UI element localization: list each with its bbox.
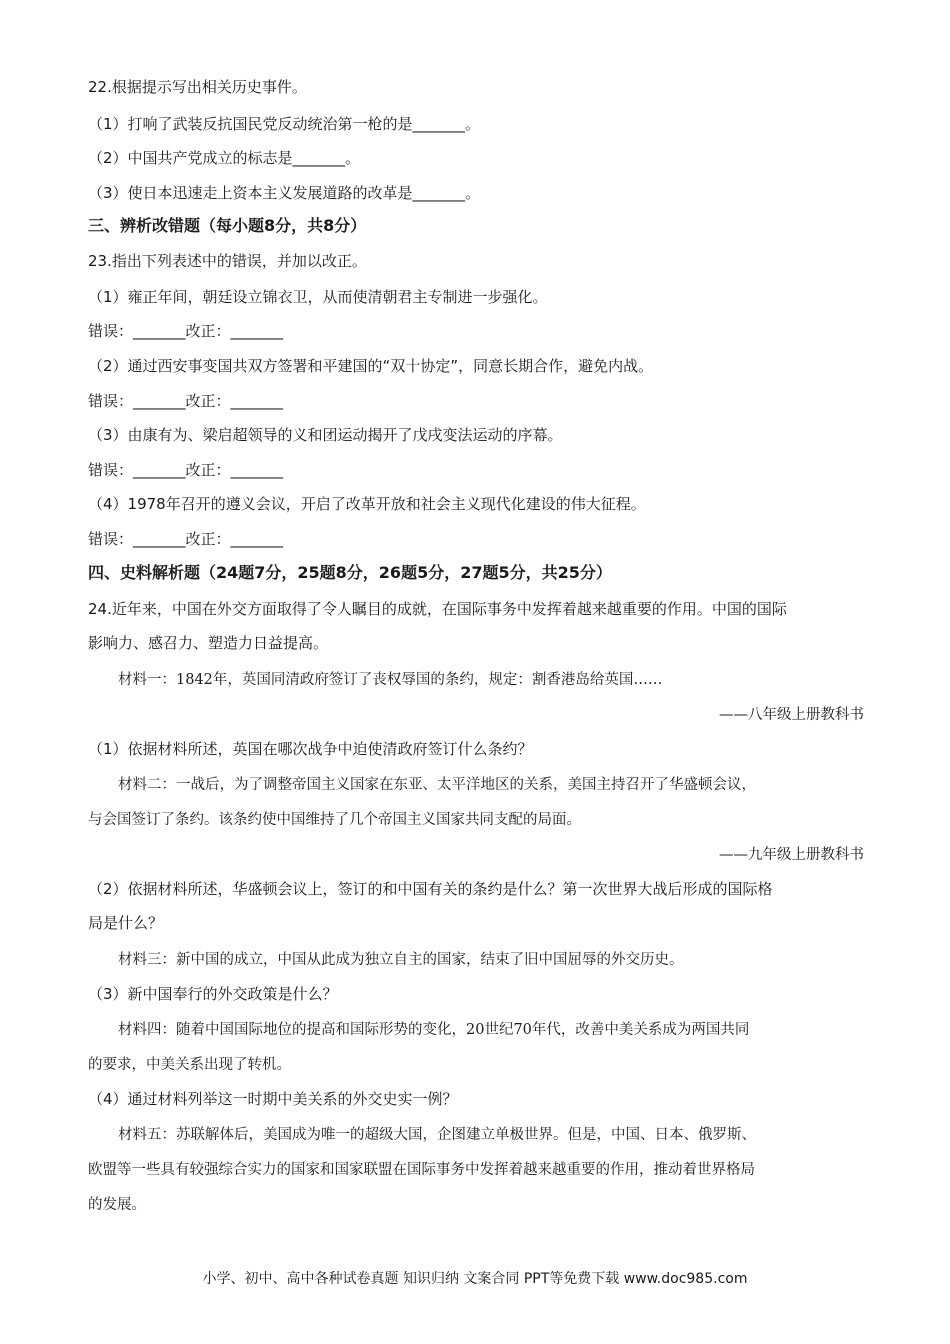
q23-answer-line-3: 错误：_______改正：_______	[88, 461, 284, 479]
material-2-line-2: 与会国签订了条约。该条约使中国维持了几个帝国主义国家共同支配的局面。	[88, 812, 581, 828]
q24-sub-3: （3）新中国奉行的外交政策是什么？	[88, 985, 338, 1003]
q24-sub-1: （1）依据材料所述，英国在哪次战争中迫使清政府签订什么条约？	[88, 740, 533, 758]
q23-item-1: （1）雍正年间，朝廷设立锦衣卫，从而使清朝君主专制进一步强化。	[88, 288, 548, 306]
q22-item-3: （3）使日本迅速走上资本主义发展道路的改革是_______。	[88, 184, 481, 202]
material-5-line-3: 的发展。	[88, 1197, 146, 1213]
q23-answer-line-2: 错误：_______改正：_______	[88, 392, 284, 410]
material-2-source: ——九年级上册教科书	[719, 847, 864, 863]
material-5-line-1: 材料五：苏联解体后，美国成为唯一的超级大国，企图建立单极世界。但是，中国、日本、俄罗斯、	[118, 1127, 756, 1143]
material-1: 材料一：1842年，英国同清政府签订了丧权辱国的条约，规定：割香港岛给英国……	[118, 672, 663, 688]
material-1-source: ——八年级上册教科书	[719, 707, 864, 723]
q24-intro-line-1: 24.近年来，中国在外交方面取得了令人瞩目的成就，在国际事务中发挥着越来越重要的作用。中国的国际	[88, 600, 787, 618]
page-footer: 小学、初中、高中各种试卷真题 知识归纳 文案合同 PPT等免费下载 www.doc985.com	[202, 1271, 748, 1287]
q24-sub-4: （4）通过材料列举这一时期中美关系的外交史实一例？	[88, 1090, 458, 1108]
q24-sub-2-line-2: 局是什么？	[88, 914, 164, 932]
material-3: 材料三：新中国的成立，中国从此成为独立自主的国家，结束了旧中国屈辱的外交历史。	[118, 952, 684, 968]
q24-sub-2-line-1: （2）依据材料所述，华盛顿会议上，签订的和中国有关的条约是什么？第一次世界大战后形成的国际格	[88, 880, 773, 898]
q23-item-2: （2）通过西安事变国共双方签署和平建国的“双十协定”，同意长期合作，避免内战。	[88, 357, 654, 375]
section-4-heading: 四、史料解析题（24题7分，25题8分，26题5分，27题5分，共25分）	[88, 563, 612, 582]
q22-title: 22.根据提示写出相关历史事件。	[88, 78, 307, 96]
q22-item-2: （2）中国共产党成立的标志是_______。	[88, 149, 361, 167]
section-3-heading: 三、辨析改错题（每小题8分，共8分）	[88, 216, 367, 235]
material-4-line-1: 材料四：随着中国国际地位的提高和国际形势的变化，20世纪70年代，改善中美关系成为两国共同	[118, 1022, 750, 1038]
q22-item-1: （1）打响了武装反抗国民党反动统治第一枪的是_______。	[88, 115, 481, 133]
q23-item-3: （3）由康有为、梁启超领导的义和团运动揭开了戊戌变法运动的序幕。	[88, 426, 563, 444]
q23-answer-line-4: 错误：_______改正：_______	[88, 530, 284, 548]
q24-intro-line-2: 影响力、感召力、塑造力日益提高。	[88, 634, 329, 652]
q23-answer-line-1: 错误：_______改正：_______	[88, 322, 284, 340]
material-4-line-2: 的要求，中美关系出现了转机。	[88, 1057, 291, 1073]
q23-item-4: （4）1978年召开的遵义会议，开启了改革开放和社会主义现代化建设的伟大征程。	[88, 495, 646, 513]
material-2-line-1: 材料二：一战后，为了调整帝国主义国家在东亚、太平洋地区的关系，美国主持召开了华盛顿会议，	[118, 777, 756, 793]
material-5-line-2: 欧盟等一些具有较强综合实力的国家和国家联盟在国际事务中发挥着越来越重要的作用，推动着世界格局	[88, 1162, 755, 1178]
q23-title: 23.指出下列表述中的错误，并加以改正。	[88, 252, 367, 270]
